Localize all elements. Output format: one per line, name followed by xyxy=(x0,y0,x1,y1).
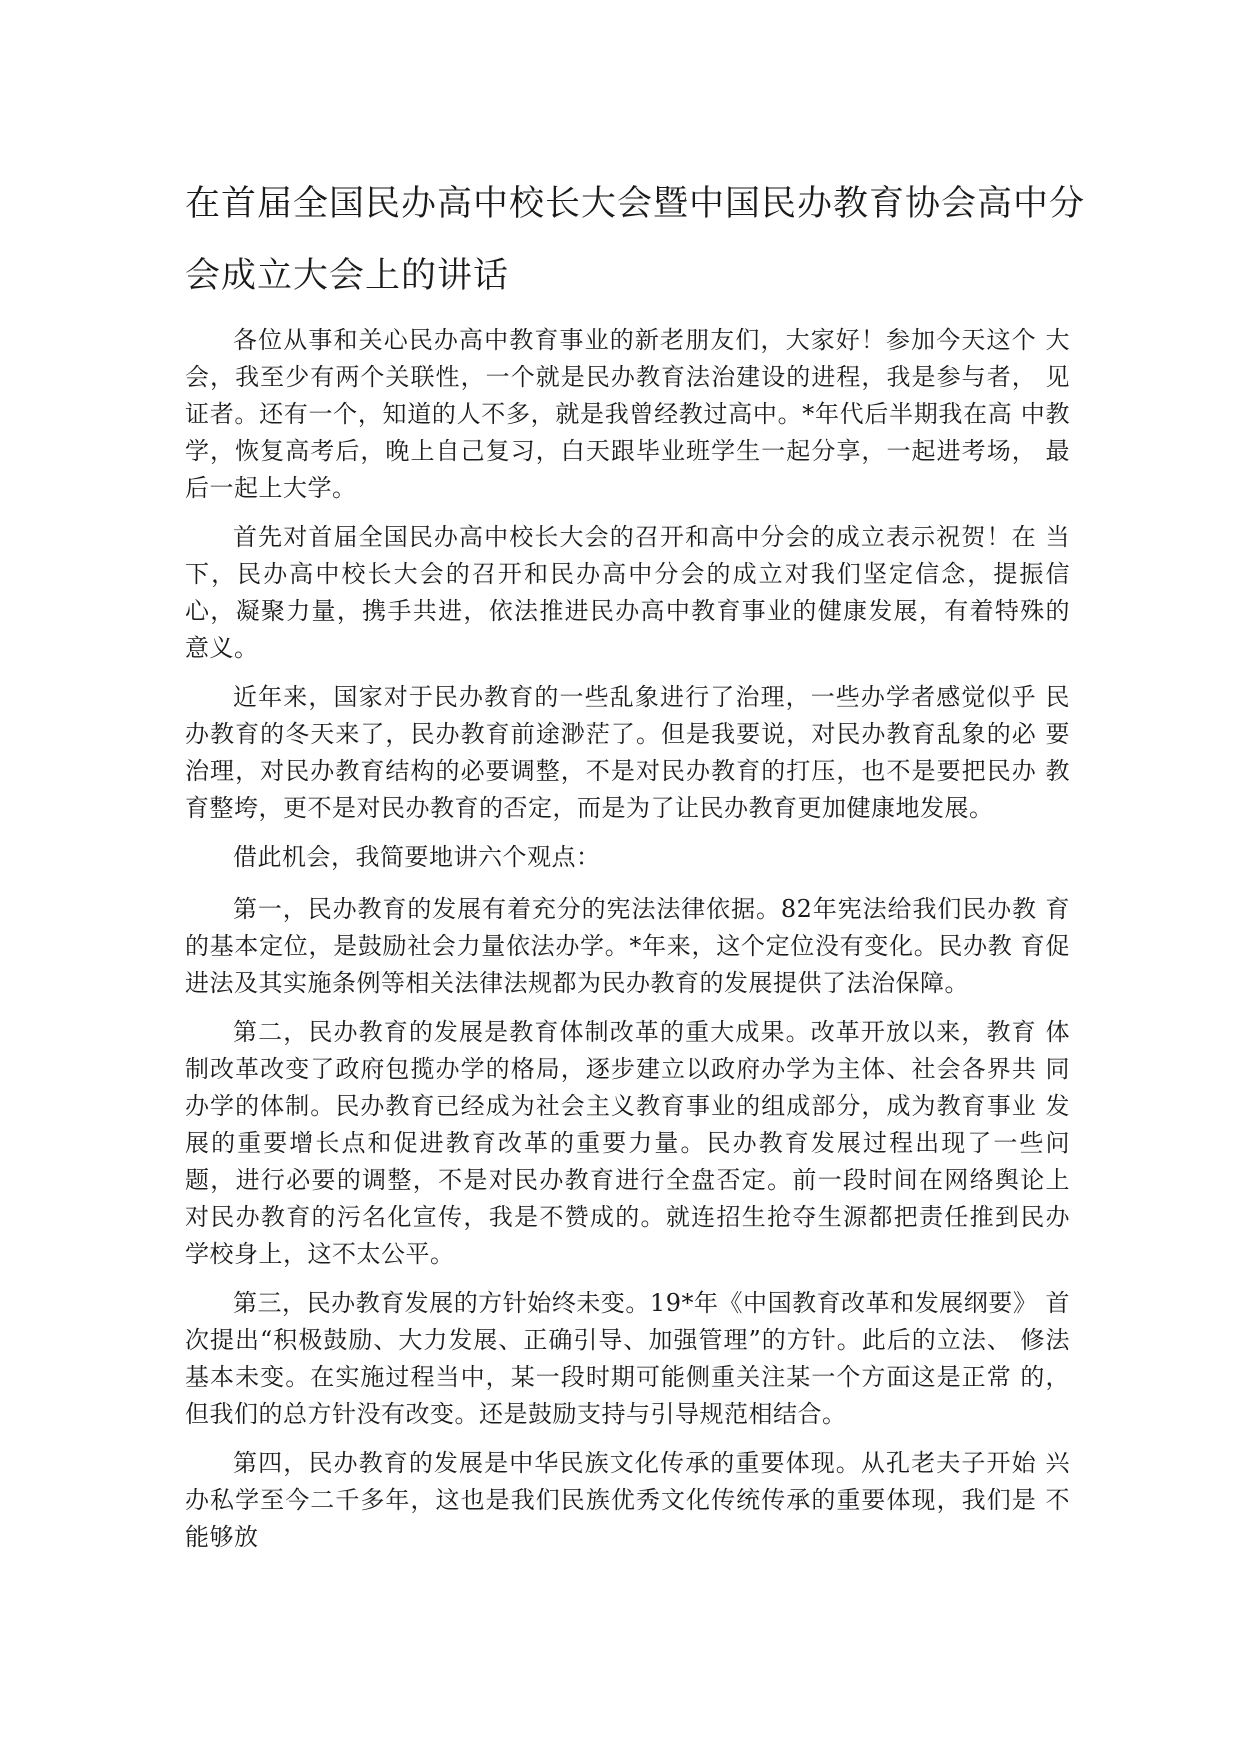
paragraph-point-four: 第四，民办教育的发展是中华民族文化传承的重要体现。从孔老夫子开始 兴办私学至今二千多年，这也是我们民族优秀文化传统传承的重要体现，我们是 不能够放 xyxy=(185,1449,1070,1551)
paragraph-greeting: 各位从事和关心民办高中教育事业的新老朋友们，大家好！参加今天这个 大会，我至少有两个关联性，一个就是民办教育法治建设的进程，我是参与者， 见证者。还有一个，知道的人不多，就是我曾经教过高中。*年代后半期我在高 中教学，恢复高考后，晚上自己复习，白天跟毕业班学生一起分享，一起进考场， 最后一起上大学。 xyxy=(185,326,1070,502)
paragraph-point-three: 第三，民办教育发展的方针始终未变。19*年《中国教育改革和发展纲要》 首次提出“积极鼓励、大力发展、正确引导、加强管理”的方针。此后的立法、 修法基本未变。在实施过程当中，某一段时期可能侧重关注某一个方面这是正常 的，但我们的总方针没有改变。还是鼓励支持与引导规范相结合。 xyxy=(185,1289,1070,1428)
paragraph-point-two: 第二，民办教育的发展是教育体制改革的重大成果。改革开放以来，教育 体制改革改变了政府包揽办学的格局，逐步建立以政府办学为主体、社会各界共 同办学的体制。民办教育已经成为社会主义教育事业的组成部分，成为教育事业 发展的重要增长点和促进教育改革的重要力量。民办教育发展过程出现了一些问 题，进行必要的调整，不是对民办教育进行全盘否定。前一段时间在网络舆论上 对民办教育的污名化宣传，我是不赞成的。就连招生抢夺生源都把责任推到民办 学校身上，这不太公平。 xyxy=(185,1018,1070,1268)
paragraph-point-one: 第一，民办教育的发展有着充分的宪法法律依据。82年宪法给我们民办教 育的基本定位，是鼓励社会力量依法办学。*年来，这个定位没有变化。民办教 育促进法及其实施条例等相关法律法规都为民办教育的发展提供了法治保障。 xyxy=(185,895,1070,997)
document-body xyxy=(185,322,1070,1568)
paragraph-recent-years: 近年来，国家对于民办教育的一些乱象进行了治理，一些办学者感觉似乎 民办教育的冬天来了，民办教育前途渺茫了。但是我要说，对民办教育乱象的必 要治理，对民办教育结构的必要调整，不是对民办教育的打压，也不是要把民办 教育整垮，更不是对民办教育的否定，而是为了让民办教育更加健康地发展。 xyxy=(185,683,1070,822)
paragraph-six-points-intro: 借此机会，我简要地讲六个观点： xyxy=(233,843,601,871)
document-title: 在首届全国民办高中校长大会暨中国民办教育协会高中分会成立大会上的讲话 xyxy=(185,184,1086,296)
paragraph-congratulations: 首先对首届全国民办高中校长大会的召开和高中分会的成立表示祝贺！在 当下，民办高中校长大会的召开和民办高中分会的成立对我们坚定信念，提振信 心，凝聚力量，携手共进，依法推进民办高中教育事业的健康发展，有着特殊的 意义。 xyxy=(185,523,1070,662)
